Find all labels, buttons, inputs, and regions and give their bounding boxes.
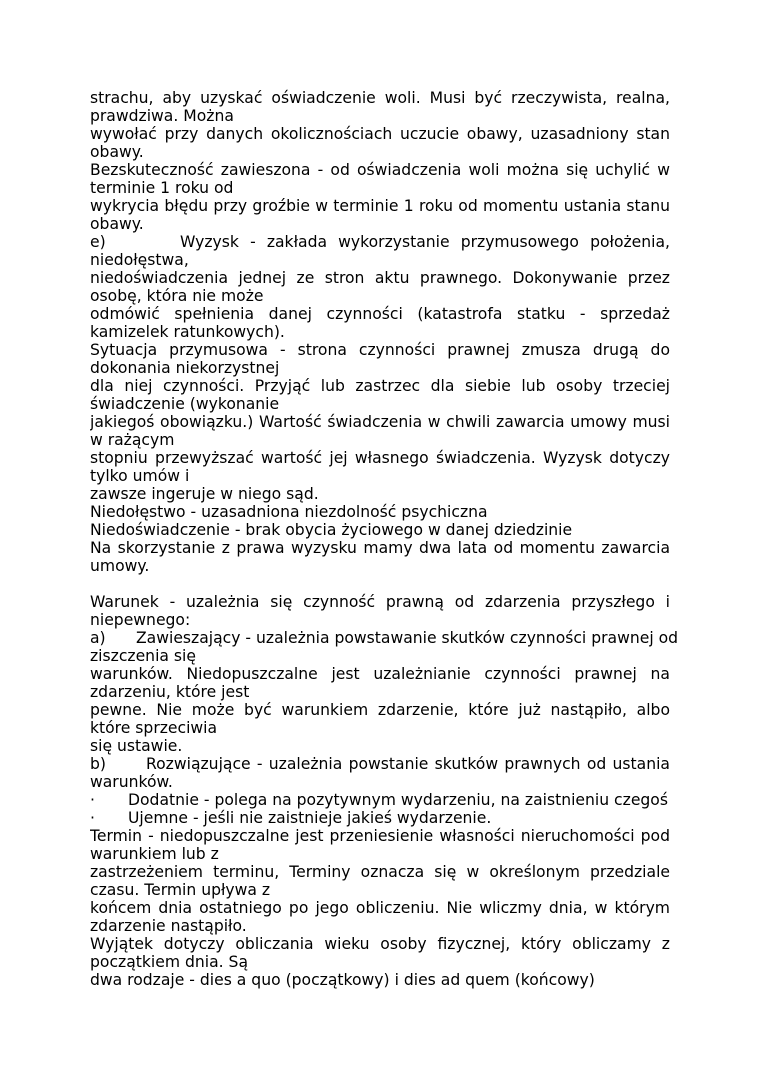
text-line: dokonania niekorzystnej [90, 359, 280, 377]
text-line: osobę, która nie może [90, 287, 264, 305]
text-line: Wyjątek dotyczy obliczania wieku osoby fizycznej, który obliczamy z [90, 935, 670, 953]
text-line: Ujemne - jeśli nie zaistnieje jakieś wydarzenie. [128, 809, 492, 827]
text-line: Niedoświadczenie - brak obycia życiowego w danej dziedzinie [90, 521, 573, 539]
text-line: kamizelek ratunkowych). [90, 323, 285, 341]
text-line: umowy. [90, 557, 150, 575]
bullet-marker: · [90, 791, 95, 809]
text-line: prawdziwa. Można [90, 107, 234, 125]
text-line: tylko umów i [90, 467, 190, 485]
text-line: w rażącym [90, 431, 175, 449]
text-line: Termin - niedopuszczalne jest przeniesienie własności nieruchomości pod [90, 827, 670, 845]
text-line: Rozwiązujące - uzależnia powstanie skutków prawnych od ustania [146, 755, 670, 773]
text-line: niedołęstwa, [90, 251, 189, 269]
text-line: wykrycia błędu przy groźbie w terminie 1 roku od momentu ustania stanu [90, 197, 670, 215]
text-line: wywołać przy danych okolicznościach uczucie obawy, uzasadniony stan [90, 125, 670, 143]
text-line: które sprzeciwia [90, 719, 218, 737]
list-marker: b) [90, 755, 106, 773]
text-line: końcem dnia ostatniego po jego obliczeniu. Nie wliczmy dnia, w którym [90, 899, 670, 917]
text-line: Warunek - uzależnia się czynność prawną od zdarzenia przyszłego i [90, 593, 670, 611]
text-line: obawy. [90, 143, 144, 161]
text-line: pewne. Nie może być warunkiem zdarzenie, które już nastąpiło, albo [90, 701, 670, 719]
blank-line [90, 575, 670, 593]
list-item-b [90, 755, 670, 773]
text-line: strachu, aby uzyskać oświadczenie woli. Musi być rzeczywista, realna, [90, 89, 670, 107]
list-marker: a) [90, 629, 106, 647]
text-line: dla niej czynności. Przyjąć lub zastrzec dla siebie lub osoby trzeciej [90, 377, 670, 395]
text-line: ziszczenia się [90, 647, 196, 665]
text-line: niepewnego: [90, 611, 191, 629]
text-line: jakiegoś obowiązku.) Wartość świadczenia w chwili zawarcia umowy musi [90, 413, 670, 431]
text-line: początkiem dnia. Są [90, 953, 249, 971]
text-line: zawsze ingeruje w niego sąd. [90, 485, 319, 503]
text-line: czasu. Termin upływa z [90, 881, 271, 899]
bullet-item [90, 809, 670, 827]
text-line: warunków. [90, 773, 173, 791]
text-line: Sytuacja przymusowa - strona czynności prawnej zmusza drugą do [90, 341, 670, 359]
text-line: stopniu przewyższać wartość jej własnego świadczenia. Wyzysk dotyczy [90, 449, 670, 467]
text-line: warunkiem lub z [90, 845, 219, 863]
text-line: dwa rodzaje - dies a quo (początkowy) i dies ad quem (końcowy) [90, 971, 595, 989]
document-page [90, 89, 679, 989]
list-item-a [90, 629, 679, 647]
text-line: warunków. Niedopuszczalne jest uzależnianie czynności prawnej na [90, 665, 670, 683]
text-line: niedoświadczenia jednej ze stron aktu prawnego. Dokonywanie przez [90, 269, 670, 287]
text-line: świadczenie (wykonanie [90, 395, 280, 413]
text-line: Na skorzystanie z prawa wyzysku mamy dwa lata od momentu zawarcia [90, 539, 670, 557]
text-line: zastrzeżeniem terminu, Terminy oznacza się w określonym przedziale [90, 863, 670, 881]
text-line: Dodatnie - polega na pozytywnym wydarzeniu, na zaistnieniu czegoś [128, 791, 668, 809]
text-line: obawy. [90, 215, 144, 233]
text-line: Wyzysk - zakłada wykorzystanie przymusowego położenia, [180, 233, 670, 251]
list-item-e [90, 233, 670, 251]
text-line: terminie 1 roku od [90, 179, 234, 197]
text-line: się ustawie. [90, 737, 183, 755]
text-line: Zawieszający - uzależnia powstawanie skutków czynności prawnej od [136, 629, 679, 647]
text-line: zdarzeniu, które jest [90, 683, 250, 701]
bullet-item [90, 791, 670, 809]
text-line: odmówić spełnienia danej czynności (katastrofa statku - sprzedaż [90, 305, 670, 323]
text-line: zdarzenie nastąpiło. [90, 917, 247, 935]
text-line: Bezskuteczność zawieszona - od oświadczenia woli można się uchylić w [90, 161, 670, 179]
text-line: Niedołęstwo - uzasadniona niezdolność psychiczna [90, 503, 488, 521]
list-marker: e) [90, 233, 106, 251]
bullet-marker: · [90, 809, 95, 827]
